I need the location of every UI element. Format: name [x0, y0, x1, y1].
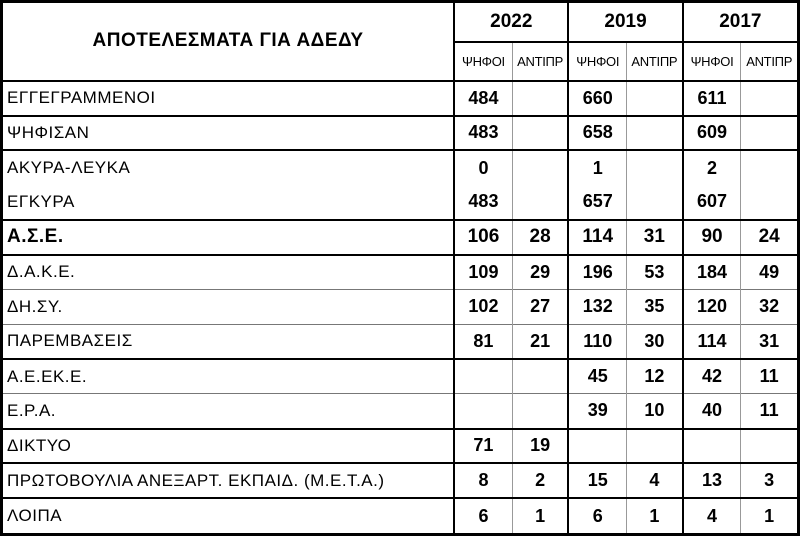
cell [627, 429, 683, 464]
cell: 106 [454, 220, 512, 255]
table-row [3, 394, 797, 429]
cell [627, 150, 683, 185]
cell: 110 [568, 324, 626, 359]
row-label: ΔΗ.ΣΥ. [3, 289, 454, 324]
cell: 40 [683, 394, 741, 429]
cell [627, 185, 683, 220]
table-row [3, 116, 797, 151]
cell: 109 [454, 255, 512, 290]
cell: 1 [741, 498, 797, 533]
cell: 483 [454, 116, 512, 151]
table-row [3, 498, 797, 533]
row-label: ΠΑΡΕΜΒΑΣΕΙΣ [3, 324, 454, 359]
table-row [3, 220, 797, 255]
year-header-2022: 2022 [454, 3, 568, 42]
cell: 2 [683, 150, 741, 185]
table-row [3, 289, 797, 324]
cell: 49 [741, 255, 797, 290]
cell [454, 394, 512, 429]
sub-header-votes: ΨΗΦΟΙ [683, 42, 741, 81]
table-row [3, 150, 797, 185]
row-label: ΕΓΓΕΓΡΑΜΜΕΝΟΙ [3, 81, 454, 116]
cell: 28 [512, 220, 568, 255]
cell: 0 [454, 150, 512, 185]
row-label: Δ.Α.Κ.Ε. [3, 255, 454, 290]
sub-header-seats: ΑΝΤΙΠΡ [512, 42, 568, 81]
year-header-2019: 2019 [568, 3, 682, 42]
table-row [3, 255, 797, 290]
row-label: ΛΟΙΠΑ [3, 498, 454, 533]
cell: 1 [512, 498, 568, 533]
cell: 2 [512, 463, 568, 498]
cell [454, 359, 512, 394]
cell [512, 81, 568, 116]
cell: 81 [454, 324, 512, 359]
row-label: ΑΚΥΡΑ-ΛΕΥΚΑ [3, 150, 454, 185]
cell [741, 116, 797, 151]
cell: 132 [568, 289, 626, 324]
table-row [3, 463, 797, 498]
cell [512, 150, 568, 185]
cell: 658 [568, 116, 626, 151]
cell: 29 [512, 255, 568, 290]
cell: 657 [568, 185, 626, 220]
row-label: ΕΓΚΥΡΑ [7, 191, 75, 211]
cell: 102 [454, 289, 512, 324]
sub-header-votes: ΨΗΦΟΙ [568, 42, 626, 81]
cell: 53 [627, 255, 683, 290]
header-row [3, 3, 797, 42]
cell: 12 [627, 359, 683, 394]
cell [741, 81, 797, 116]
cell: 3 [741, 463, 797, 498]
cell: 13 [683, 463, 741, 498]
cell: 6 [454, 498, 512, 533]
table-row [3, 324, 797, 359]
sub-header-votes: ΨΗΦΟΙ [454, 42, 512, 81]
table-title: ΑΠΟΤΕΛΕΣΜΑΤΑ ΓΙΑ ΑΔΕΔΥ [92, 30, 364, 52]
cell: 607 [683, 185, 741, 220]
cell: 21 [512, 324, 568, 359]
cell [512, 394, 568, 429]
cell [512, 116, 568, 151]
cell: 15 [568, 463, 626, 498]
table-row [3, 429, 797, 464]
cell [741, 150, 797, 185]
cell: 4 [627, 463, 683, 498]
cell: 71 [454, 429, 512, 464]
cell: 31 [741, 324, 797, 359]
cell [741, 185, 797, 220]
row-label: Ε.Ρ.Α. [3, 394, 454, 429]
cell: 11 [741, 359, 797, 394]
cell: 6 [568, 498, 626, 533]
table-row [3, 81, 797, 116]
row-label: ΨΗΦΙΣΑΝ [3, 116, 454, 151]
cell: 114 [568, 220, 626, 255]
row-label: Α.Ε.ΕΚ.Ε. [3, 359, 454, 394]
cell: 184 [683, 255, 741, 290]
cell [512, 185, 568, 220]
cell: 30 [627, 324, 683, 359]
cell [627, 81, 683, 116]
cell [741, 429, 797, 464]
sub-header-seats: ΑΝΤΙΠΡ [627, 42, 683, 81]
cell: 8 [454, 463, 512, 498]
cell: 10 [627, 394, 683, 429]
cell [683, 429, 741, 464]
cell: 90 [683, 220, 741, 255]
table-row [3, 185, 797, 220]
cell: 11 [741, 394, 797, 429]
cell: 609 [683, 116, 741, 151]
cell: 35 [627, 289, 683, 324]
cell: 32 [741, 289, 797, 324]
cell: 484 [454, 81, 512, 116]
row-label: ΠΡΩΤΟΒΟΥΛΙΑ ΑΝΕΞΑΡΤ. ΕΚΠΑΙΔ. (Μ.Ε.Τ.Α.) [3, 463, 454, 498]
cell: 1 [568, 150, 626, 185]
cell [627, 116, 683, 151]
cell [512, 359, 568, 394]
cell: 196 [568, 255, 626, 290]
cell: 4 [683, 498, 741, 533]
cell: 1 [627, 498, 683, 533]
table-row [3, 359, 797, 394]
cell: 39 [568, 394, 626, 429]
row-label: ΔΙΚΤΥΟ [3, 429, 454, 464]
cell [568, 429, 626, 464]
results-table [3, 3, 797, 533]
cell: 31 [627, 220, 683, 255]
cell: 19 [512, 429, 568, 464]
row-label: Α.Σ.Ε. [3, 220, 454, 255]
cell: 660 [568, 81, 626, 116]
cell: 483 [454, 185, 512, 220]
year-header-2017: 2017 [683, 3, 797, 42]
cell: 24 [741, 220, 797, 255]
sub-header-seats: ΑΝΤΙΠΡ [741, 42, 797, 81]
cell: 27 [512, 289, 568, 324]
cell: 611 [683, 81, 741, 116]
cell: 114 [683, 324, 741, 359]
cell: 45 [568, 359, 626, 394]
cell: 120 [683, 289, 741, 324]
cell: 42 [683, 359, 741, 394]
